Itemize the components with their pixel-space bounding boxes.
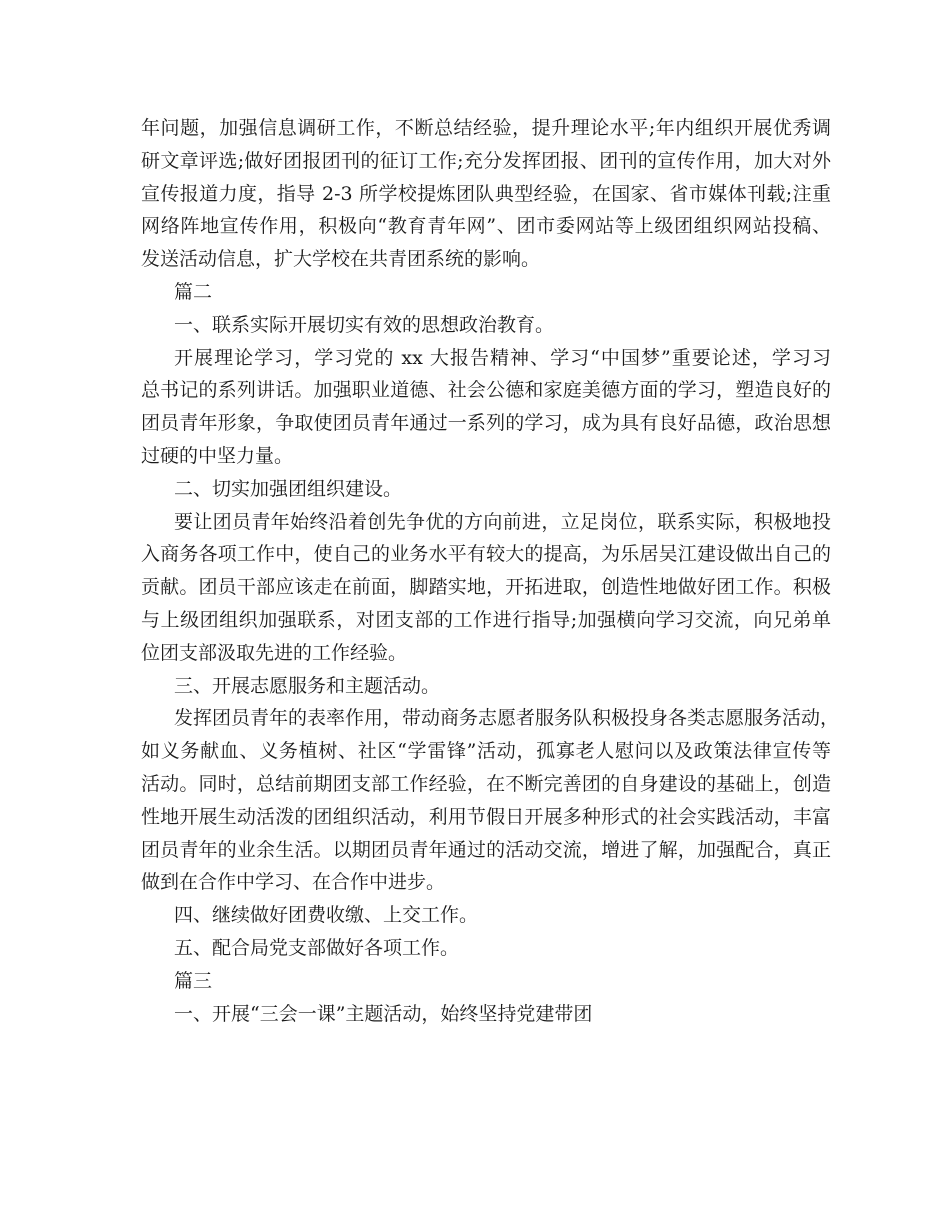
text-line: 与上级团组织加强联系，对团支部的工作进行指导;加强横向学习交流，向兄弟单 <box>141 608 831 631</box>
text-line: 贡献。团员干部应该走在前面，脚踏实地，开拓进取，创造性地做好团工作。积极 <box>141 576 831 599</box>
text-line: 宣传报道力度，指导 2-3 所学校提炼团队典型经验，在国家、省市媒体刊载;注重 <box>141 182 831 205</box>
text-line: 篇三 <box>174 969 213 992</box>
text-line: 如义务献血、义务植树、社区“学雷锋”活动，孤寡老人慰问以及政策法律宣传等 <box>141 740 831 763</box>
paragraph <box>141 998 831 1031</box>
text-line: 研文章评选;做好团报团刊的征订工作;充分发挥团报、团刊的宣传作用，加大对外 <box>141 149 831 172</box>
text-line: 团员青年的业余生活。以期团员青年通过的活动交流，增进了解，加强配合，真正 <box>141 838 831 861</box>
paragraph <box>141 506 831 670</box>
text-line: 总书记的系列讲话。加强职业道德、社会公德和家庭美德方面的学习，塑造良好的 <box>141 379 831 402</box>
paragraph <box>141 342 831 473</box>
text-line: 做到在合作中学习、在合作中进步。 <box>141 871 446 894</box>
text-line: 一、开展“三会一课”主题活动，始终坚持党建带团 <box>174 1002 593 1025</box>
text-line: 一、联系实际开展切实有效的思想政治教育。 <box>174 313 555 336</box>
paragraph <box>141 702 840 899</box>
text-line: 四、继续做好团费收缴、上交工作。 <box>174 904 479 927</box>
text-line: 团员青年形象，争取使团员青年通过一系列的学习，成为具有良好品德，政治思想 <box>141 412 831 435</box>
text-line: 发挥团员青年的表率作用，带动商务志愿者服务队积极投身各类志愿服务活动， <box>174 707 840 730</box>
text-line: 活动。同时，总结前期团支部工作经验，在不断完善团的自身建设的基础上，创造 <box>141 772 831 795</box>
paragraph <box>141 899 831 932</box>
text-line: 发送活动信息，扩大学校在共青团系统的影响。 <box>141 248 541 271</box>
paragraph <box>141 965 831 998</box>
paragraph <box>141 473 831 506</box>
paragraph <box>141 932 831 965</box>
document-page <box>141 112 840 1030</box>
text-line: 要让团员青年始终沿着创先争优的方向前进，立足岗位，联系实际，积极地投 <box>174 510 831 533</box>
text-line: 入商务各项工作中，使自己的业务水平有较大的提高，为乐居吴江建设做出自己的 <box>141 543 831 566</box>
text-line: 年问题，加强信息调研工作，不断总结经验，提升理论水平;年内组织开展优秀调 <box>141 117 831 139</box>
text-line: 篇二 <box>174 280 213 303</box>
paragraph <box>141 309 831 342</box>
text-line: 过硬的中坚力量。 <box>141 444 294 467</box>
text-line: 五、配合局党支部做好各项工作。 <box>174 936 460 959</box>
paragraph <box>141 112 831 276</box>
text-line: 网络阵地宣传作用，积极向“教育青年网”、团市委网站等上级团组织网站投稿、 <box>141 215 831 238</box>
text-line: 开展理论学习，学习党的 xx 大报告精神、学习“中国梦”重要论述，学习习 <box>174 346 831 369</box>
paragraph <box>141 276 831 309</box>
paragraph <box>141 670 831 703</box>
text-line: 三、开展志愿服务和主题活动。 <box>174 674 441 697</box>
text-line: 位团支部汲取先进的工作经验。 <box>141 641 408 664</box>
text-line: 性地开展生动活泼的团组织活动，利用节假日开展多种形式的社会实践活动，丰富 <box>141 805 831 828</box>
text-line: 二、切实加强团组织建设。 <box>174 477 403 500</box>
